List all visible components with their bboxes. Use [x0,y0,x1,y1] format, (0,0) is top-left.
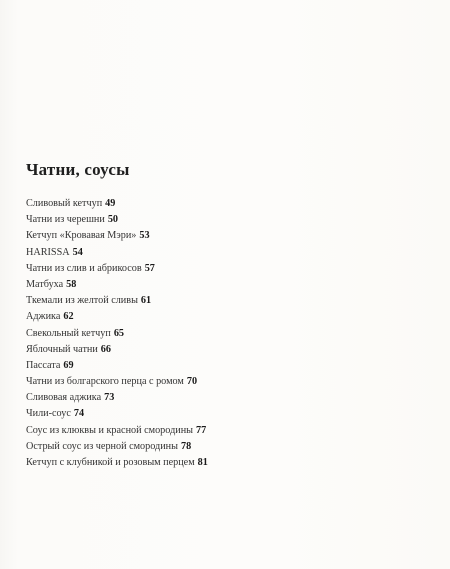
toc-entry-title: HARISSA [26,246,70,258]
toc-page-number: 77 [196,424,207,436]
toc-entry-title: Сливовая аджика [26,392,102,404]
toc-entry-title: Чатни из черешни [26,214,105,226]
toc-page-number: 74 [73,408,85,420]
toc-page-number: 53 [139,230,150,242]
toc-entry [26,326,208,342]
toc-page-number: 73 [104,392,115,404]
section-title: Чатни, соусы [26,160,130,179]
toc-entry [26,439,208,455]
toc-entry [26,277,208,293]
toc-entry-title: Кетчуп с клубникой и розовым перцем [26,457,195,468]
toc-entry-title: Пассата [26,359,61,371]
toc-entry [26,309,208,325]
toc-page-number: 58 [66,278,77,290]
toc-entry [26,358,208,374]
toc-entry [26,342,208,358]
toc-entry-title: Чатни из болгарского перца с ромом [26,376,184,388]
toc-entry [26,293,208,309]
toc-entry-title: Матбуха [26,278,64,290]
toc-entry [26,212,208,228]
toc-entry-title: Свекольный кетчуп [26,327,111,339]
toc-page-number: 70 [186,376,198,388]
toc-entry [26,406,208,422]
toc-entry [26,455,208,471]
toc-page-number: 57 [144,262,155,274]
toc-page-number: 66 [100,343,111,355]
toc-entry-title: Чатни из слив и абрикосов [26,262,142,274]
toc-page-number: 62 [63,311,74,323]
toc-page-number: 65 [113,327,125,339]
toc-entry-title: Острый соус из черной смородины [26,440,178,452]
toc-entry-title: Кетчуп «Кровавая Мэри» [26,230,137,242]
toc-entry [26,423,208,439]
toc-entry [26,245,208,261]
toc-page-number: 81 [197,457,208,468]
toc-entry [26,261,208,277]
toc-entry-title: Сливовый кетчуп [26,198,103,209]
toc-entry [26,390,208,406]
toc-page-number: 54 [72,246,83,258]
toc-entry-title: Соус из клюквы и красной смородины [26,424,193,436]
toc-entry [26,196,208,212]
toc-page-number: 49 [105,198,116,209]
toc-page-number: 69 [63,359,74,371]
toc-entry-title: Ткемали из желтой сливы [26,295,138,307]
toc-entry-title: Аджика [26,311,61,323]
toc-entry [26,228,208,244]
toc-page-number: 50 [107,214,119,226]
toc-page-number: 78 [180,440,192,452]
toc-page-number: 61 [140,295,152,307]
toc-entry-title: Чили-соус [26,408,71,420]
toc-entry [26,374,208,390]
table-of-contents [26,196,208,471]
toc-entry-title: Яблочный чатни [26,343,98,355]
